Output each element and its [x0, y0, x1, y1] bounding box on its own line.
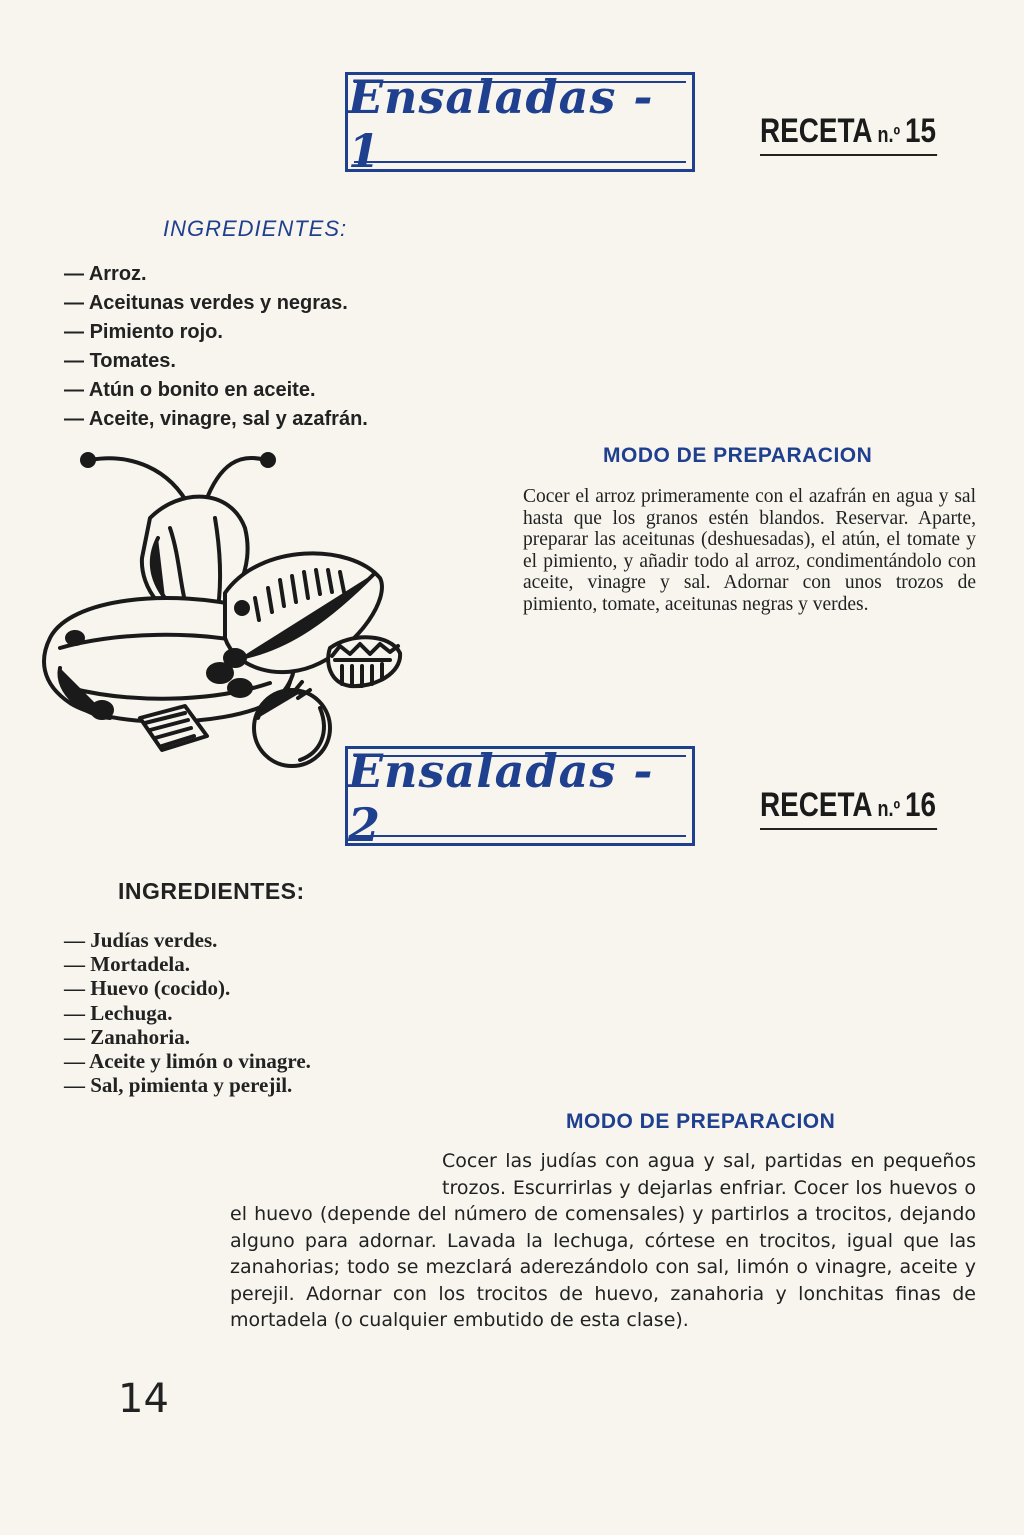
recipe2-ingredients-heading: INGREDIENTES: — [118, 878, 305, 904]
recipe1-title: Ensaladas - 1 — [348, 70, 654, 178]
recipe2-n-abbrev: n.º — [877, 796, 901, 821]
recipe2-method-text: Cocer las judías con agua y sal, partidas en pequeños trozos. Escurrirlas y dejarlas enfriar. Cocer los huevos o el huevo (depende del número de comensales) y partirlos a trocitos, dejando alguno para adornar. Lavada la lechuga, córtese en trocitos, igual que las zanahorias; todo se mezclará aderezándolo con sal, limón o vinagre, aceite y perejil. Adornar con los trocitos de huevo, zanahoria y lonchitas finas de mortadela (o cualquier embutido de esta clase). — [230, 1150, 976, 1331]
list-item: — Atún o bonito en aceite. — [64, 376, 368, 405]
recipe1-number: 15 — [905, 112, 937, 150]
recipe2-number-label — [760, 786, 937, 830]
recipe2-ingredients-list — [64, 928, 311, 1097]
recipe1-method-text: Cocer el arroz primeramente con el azafrán en agua y sal hasta que los granos estén blandos. Reservar. Aparte, preparar las aceitunas (deshuesadas), el atún, el tomate y el pimiento, y añadir todo al arroz, condimentándolo con aceite, vinagre y sal. Adornar con unos trozos de pimiento, tomate, aceitunas negras y verdes. — [523, 486, 976, 615]
recipe2-title: Ensaladas - 2 — [348, 744, 654, 852]
recipe1-receta-word: RECETA — [760, 112, 873, 150]
page-number: 14 — [118, 1376, 169, 1422]
list-item: — Aceitunas verdes y negras. — [64, 289, 368, 318]
recipe2-title-box — [345, 744, 695, 852]
list-item: — Zanahoria. — [64, 1025, 311, 1049]
recipe2-number: 16 — [905, 786, 937, 824]
list-item: — Judías verdes. — [64, 928, 311, 952]
recipe2-method-heading: MODO DE PREPARACION — [566, 1110, 836, 1133]
list-item: — Tomates. — [64, 347, 368, 376]
recipe1-ingredients-list — [64, 260, 368, 434]
list-item: — Sal, pimienta y perejil. — [64, 1073, 311, 1097]
recipe1-ingredients-heading: INGREDIENTES: — [163, 216, 348, 241]
list-item: — Mortadela. — [64, 952, 311, 976]
vegetables-illustration-icon — [30, 448, 430, 778]
list-item: — Aceite y limón o vinagre. — [64, 1049, 311, 1073]
recipe1-n-abbrev: n.º — [877, 122, 901, 147]
list-item: — Arroz. — [64, 260, 368, 289]
recipe1-number-label — [760, 112, 937, 156]
recipe1-title-box — [345, 70, 695, 178]
list-item: — Lechuga. — [64, 1001, 311, 1025]
recipe2-receta-word: RECETA — [760, 786, 873, 824]
list-item: — Huevo (cocido). — [64, 976, 311, 1000]
list-item: — Pimiento rojo. — [64, 318, 368, 347]
list-item: — Aceite, vinagre, sal y azafrán. — [64, 405, 368, 434]
recipe1-method-heading: MODO DE PREPARACION — [603, 444, 873, 467]
